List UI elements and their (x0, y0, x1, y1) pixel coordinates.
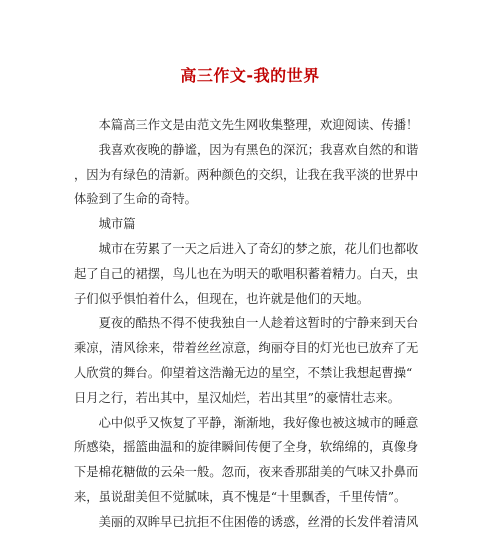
body-line: 本篇高三作文是由范文先生网收集整理，欢迎阅读、传播！ (74, 118, 419, 132)
body-line: 人欣赏的舞台。仰望着这浩瀚无边的星空，不禁让我想起曹操“ (74, 365, 413, 380)
body-line: 日月之行，若出其中，星汉灿烂，若出其里”的豪情壮志来。 (74, 390, 401, 405)
body-line: 我喜欢夜晚的静谧，因为有黑色的深沉；我喜欢自然的和谐 (74, 142, 419, 157)
body-line: 城市在劳累了一天之后进入了奇幻的梦之旅，花儿们也都收 (74, 241, 419, 256)
body-line: 来，虽说甜美但不觉腻味，真不愧是“十里飘香，千里传情”。 (74, 489, 407, 504)
body-line: 体验到了生命的奇特。 (74, 192, 197, 207)
body-line: 乘凉，清风徐来，带着丝丝凉意，绚丽夺目的灯光也已放弃了无 (74, 341, 419, 356)
document-body (74, 113, 424, 535)
body-line: 美丽的双眸早已抗拒不住困倦的诱惑，丝滑的长发伴着清风 (74, 514, 419, 529)
body-line: 起了自己的裙摆，鸟儿也在为明天的歌唱积蓄着精力。白天，虫 (74, 266, 419, 281)
body-line: ，因为有绿色的清新。两种颜色的交织，让我在我平淡的世界中 (74, 167, 419, 182)
document-title: 高三作文-我的世界 (180, 66, 320, 85)
body-line: 所感染，摇篮曲温和的旋律瞬间传便了全身，软绵绵的，真像身 (74, 440, 419, 455)
body-line: 夏夜的酷热不得不使我独自一人趁着这暂时的宁静来到天台 (74, 316, 419, 331)
section-heading: 城市篇 (74, 217, 136, 232)
body-line: 下是棉花糖做的云朵一般。忽而，夜来香那甜美的气味又扑鼻而 (74, 465, 419, 480)
body-line: 心中似乎又恢复了平静，渐渐地，我好像也被这城市的睡意 (74, 415, 419, 430)
body-line: 子们似乎惧怕着什么，但现在，也许就是他们的天地。 (74, 291, 370, 306)
